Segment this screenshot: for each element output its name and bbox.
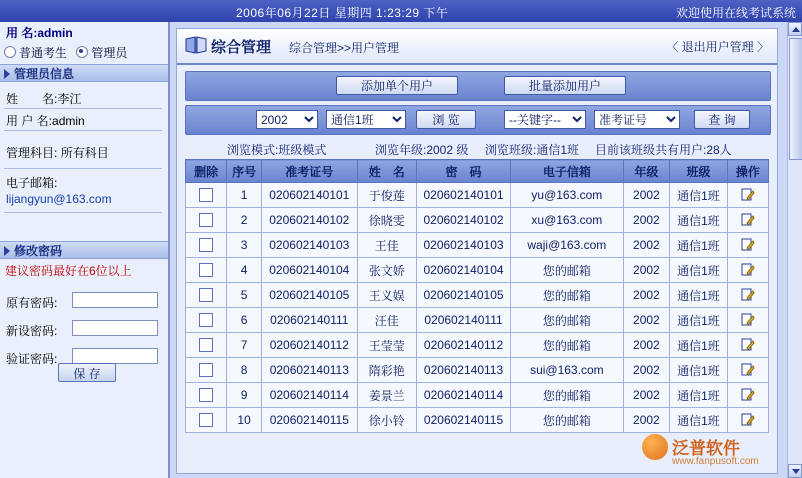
panel-title: 综合管理 (211, 39, 272, 56)
role-option-admin[interactable] (76, 44, 127, 61)
table-row (186, 233, 769, 258)
row-edit-cell[interactable] (727, 208, 768, 233)
edit-pencil-icon[interactable] (741, 388, 755, 402)
row-edit-cell[interactable] (727, 383, 768, 408)
old-password-label: 原有密码: (6, 296, 58, 310)
row-email: 您的邮箱 (511, 408, 624, 433)
datetime-label: 2006年06月22日 星期四 1:23:29 下午 (236, 6, 449, 20)
row-delete-checkbox-cell[interactable] (186, 233, 227, 258)
confirm-password-row (6, 350, 57, 367)
table-header-row (186, 160, 769, 183)
watermark-title: 泛普软件 (672, 439, 740, 458)
row-index: 5 (227, 283, 262, 308)
row-name: 徐晓雯 (357, 208, 416, 233)
year-select[interactable] (256, 110, 318, 129)
row-grade: 2002 (623, 183, 669, 208)
row-index: 9 (227, 383, 262, 408)
field-name-value: 李江 (57, 92, 82, 106)
row-class: 通信1班 (670, 408, 728, 433)
old-password-row (6, 294, 57, 311)
row-password: 020602140104 (417, 258, 511, 283)
row-grade: 2002 (623, 208, 669, 233)
role-option-student[interactable] (4, 44, 67, 61)
th-operation: 操作 (727, 160, 768, 183)
new-password-input[interactable] (72, 320, 158, 336)
password-tip: 建议密码最好在6位以上 (5, 264, 132, 278)
row-password: 020602140102 (417, 208, 511, 233)
watermark-sub: www.fanpusoft.com (672, 456, 759, 467)
edit-pencil-icon[interactable] (741, 363, 755, 377)
edit-pencil-icon[interactable] (741, 413, 755, 427)
th-name: 姓 名 (357, 160, 416, 183)
status-line (185, 139, 769, 157)
row-class: 通信1班 (670, 333, 728, 358)
field-email-value: lijangyun@163.com (6, 192, 112, 206)
checkbox-icon[interactable] (199, 213, 213, 227)
panel-header (177, 29, 777, 65)
row-exam-no: 020602140114 (262, 383, 358, 408)
row-edit-cell[interactable] (727, 333, 768, 358)
row-password: 020602140103 (417, 233, 511, 258)
row-password: 020602140111 (417, 308, 511, 333)
field-name (6, 90, 81, 107)
query-button[interactable]: 查 询 (694, 110, 750, 129)
top-bar (0, 0, 802, 22)
field-subject-value: 所有科目 (60, 146, 109, 160)
divider (4, 212, 162, 213)
row-exam-no: 020602140104 (262, 258, 358, 283)
status-total: 目前该班级共有用户:28人 (595, 143, 732, 157)
row-exam-no: 020602140105 (262, 283, 358, 308)
row-email: 您的邮箱 (511, 333, 624, 358)
confirm-password-input[interactable] (72, 348, 158, 364)
role-student-label: 普通考生 (19, 46, 68, 60)
edit-pencil-icon[interactable] (741, 313, 755, 327)
old-password-input[interactable] (72, 292, 158, 308)
row-class: 通信1班 (670, 358, 728, 383)
th-email: 电子信箱 (511, 160, 624, 183)
row-index: 2 (227, 208, 262, 233)
row-email: yu@163.com (511, 183, 624, 208)
scrollbar-thumb[interactable] (789, 38, 802, 160)
edit-pencil-icon[interactable] (741, 338, 755, 352)
table-row (186, 408, 769, 433)
class-select[interactable] (326, 110, 406, 129)
row-edit-cell[interactable] (727, 358, 768, 383)
edit-pencil-icon[interactable] (741, 263, 755, 277)
save-button[interactable]: 保 存 (58, 363, 116, 382)
row-exam-no: 020602140112 (262, 333, 358, 358)
row-delete-checkbox-cell[interactable] (186, 333, 227, 358)
row-name: 王佳 (357, 233, 416, 258)
row-index: 10 (227, 408, 262, 433)
role-radio-group[interactable] (4, 44, 164, 62)
triangle-right-icon (4, 69, 10, 79)
row-grade: 2002 (623, 333, 669, 358)
row-grade: 2002 (623, 383, 669, 408)
table-row (186, 258, 769, 283)
row-email: xu@163.com (511, 208, 624, 233)
table-row (186, 208, 769, 233)
action-toolbar (185, 71, 771, 101)
new-password-row (6, 322, 57, 339)
row-index: 8 (227, 358, 262, 383)
table-body (186, 183, 769, 433)
sidebar-section-admin-label: 管理员信息 (14, 67, 75, 81)
welcome-label: 欢迎使用在线考试系统 (675, 6, 796, 20)
sidebar-section-pwd-label: 修改密码 (14, 244, 63, 258)
row-edit-cell[interactable] (727, 183, 768, 208)
field-subject-label: 管理科目: (6, 146, 58, 160)
radio-icon[interactable] (4, 46, 16, 58)
table-row (186, 308, 769, 333)
th-index: 序号 (227, 160, 262, 183)
field-email-label: 电子邮箱: (6, 176, 58, 190)
row-password: 020602140112 (417, 333, 511, 358)
row-password: 020602140115 (417, 408, 511, 433)
user-management-panel (176, 28, 778, 474)
checkbox-icon[interactable] (199, 413, 213, 427)
book-icon (185, 35, 207, 55)
sidebar-section-admin-info[interactable] (0, 64, 168, 82)
row-email: 您的邮箱 (511, 308, 624, 333)
checkbox-icon[interactable] (199, 188, 213, 202)
sidebar (0, 22, 170, 478)
row-email: waji@163.com (511, 233, 624, 258)
role-admin-label: 管理员 (91, 46, 128, 60)
th-exam-no: 准考证号 (262, 160, 358, 183)
th-grade: 年级 (623, 160, 669, 183)
row-delete-checkbox-cell[interactable] (186, 358, 227, 383)
row-exam-no: 020602140115 (262, 408, 358, 433)
row-delete-checkbox-cell[interactable] (186, 258, 227, 283)
users-table (185, 159, 769, 433)
row-index: 4 (227, 258, 262, 283)
row-edit-cell[interactable] (727, 308, 768, 333)
row-index: 3 (227, 233, 262, 258)
sidebar-user-line: 用 名:admin (6, 26, 73, 40)
row-grade: 2002 (623, 358, 669, 383)
row-exam-no: 020602140113 (262, 358, 358, 383)
row-exam-no: 020602140111 (262, 308, 358, 333)
table-row (186, 383, 769, 408)
keyword-select[interactable] (504, 110, 586, 129)
content-area (170, 22, 788, 478)
row-edit-cell[interactable] (727, 258, 768, 283)
row-edit-cell[interactable] (727, 408, 768, 433)
checkbox-icon[interactable] (199, 363, 213, 377)
row-name: 王义娱 (357, 283, 416, 308)
row-name: 张文娇 (357, 258, 416, 283)
row-grade: 2002 (623, 258, 669, 283)
row-password: 020602140105 (417, 283, 511, 308)
divider (4, 108, 162, 109)
status-class: 浏览班级:通信1班 (485, 143, 580, 157)
status-mode: 浏览模式:班级模式 (227, 143, 327, 157)
row-index: 7 (227, 333, 262, 358)
field-subject (6, 144, 109, 161)
row-email: 您的邮箱 (511, 283, 624, 308)
status-year: 浏览年级:2002 级 (375, 143, 469, 157)
filter-toolbar (185, 105, 771, 135)
row-index: 6 (227, 308, 262, 333)
row-delete-checkbox-cell[interactable] (186, 308, 227, 333)
checkbox-icon[interactable] (199, 288, 213, 302)
row-grade: 2002 (623, 308, 669, 333)
row-name: 隋彩艳 (357, 358, 416, 383)
row-name: 于俊莲 (357, 183, 416, 208)
checkbox-icon[interactable] (199, 313, 213, 327)
row-email: sui@163.com (511, 358, 624, 383)
row-index: 1 (227, 183, 262, 208)
scroll-up-icon[interactable] (788, 22, 802, 36)
new-password-label: 新设密码: (6, 324, 58, 338)
row-name: 徐小铃 (357, 408, 416, 433)
search-field-select[interactable] (594, 110, 680, 129)
divider (4, 168, 162, 169)
row-delete-checkbox-cell[interactable] (186, 383, 227, 408)
row-name: 王莹莹 (357, 333, 416, 358)
row-class: 通信1班 (670, 183, 728, 208)
add-single-user-button[interactable]: 添加单个用户 (336, 76, 458, 95)
table-row (186, 358, 769, 383)
table-row (186, 333, 769, 358)
row-password: 020602140101 (417, 183, 511, 208)
breadcrumb: 综合管理>>用户管理 (289, 41, 400, 55)
th-delete: 删除 (186, 160, 227, 183)
divider (4, 130, 162, 131)
row-class: 通信1班 (670, 258, 728, 283)
row-class: 通信1班 (670, 383, 728, 408)
th-class: 班级 (670, 160, 728, 183)
table-row (186, 283, 769, 308)
row-password: 020602140113 (417, 358, 511, 383)
triangle-right-icon (4, 246, 10, 256)
row-email: 您的邮箱 (511, 383, 624, 408)
row-delete-checkbox-cell[interactable] (186, 283, 227, 308)
row-name: 汪佳 (357, 308, 416, 333)
browse-button[interactable]: 浏 览 (416, 110, 476, 129)
radio-icon[interactable] (76, 46, 88, 58)
row-email: 您的邮箱 (511, 258, 624, 283)
field-name-label: 姓 名: (6, 92, 58, 106)
edit-pencil-icon[interactable] (741, 238, 755, 252)
checkbox-icon[interactable] (199, 238, 213, 252)
checkbox-icon[interactable] (199, 338, 213, 352)
th-password: 密 码 (417, 160, 511, 183)
edit-pencil-icon[interactable] (741, 213, 755, 227)
checkbox-icon[interactable] (199, 263, 213, 277)
edit-pencil-icon[interactable] (741, 288, 755, 302)
confirm-password-label: 验证密码: (6, 352, 58, 366)
row-delete-checkbox-cell[interactable] (186, 183, 227, 208)
row-name: 姜景兰 (357, 383, 416, 408)
exit-user-management-link[interactable]: 〈 退出用户管理 〉 (666, 40, 769, 54)
vertical-scrollbar[interactable] (787, 22, 802, 478)
row-edit-cell[interactable] (727, 233, 768, 258)
row-grade: 2002 (623, 233, 669, 258)
row-class: 通信1班 (670, 283, 728, 308)
row-exam-no: 020602140102 (262, 208, 358, 233)
field-username (6, 112, 85, 129)
field-username-value: admin (52, 114, 85, 128)
field-username-label: 用 户 名: (6, 114, 53, 128)
checkbox-icon[interactable] (199, 388, 213, 402)
row-delete-checkbox-cell[interactable] (186, 208, 227, 233)
row-edit-cell[interactable] (727, 283, 768, 308)
row-exam-no: 020602140103 (262, 233, 358, 258)
row-class: 通信1班 (670, 233, 728, 258)
row-class: 通信1班 (670, 208, 728, 233)
row-grade: 2002 (623, 283, 669, 308)
scroll-down-icon[interactable] (788, 464, 802, 478)
sidebar-section-change-password[interactable] (0, 241, 168, 259)
table-row (186, 183, 769, 208)
row-class: 通信1班 (670, 308, 728, 333)
row-exam-no: 020602140101 (262, 183, 358, 208)
row-grade: 2002 (623, 408, 669, 433)
row-delete-checkbox-cell[interactable] (186, 408, 227, 433)
row-password: 020602140114 (417, 383, 511, 408)
add-batch-users-button[interactable]: 批量添加用户 (504, 76, 626, 95)
edit-pencil-icon[interactable] (741, 188, 755, 202)
